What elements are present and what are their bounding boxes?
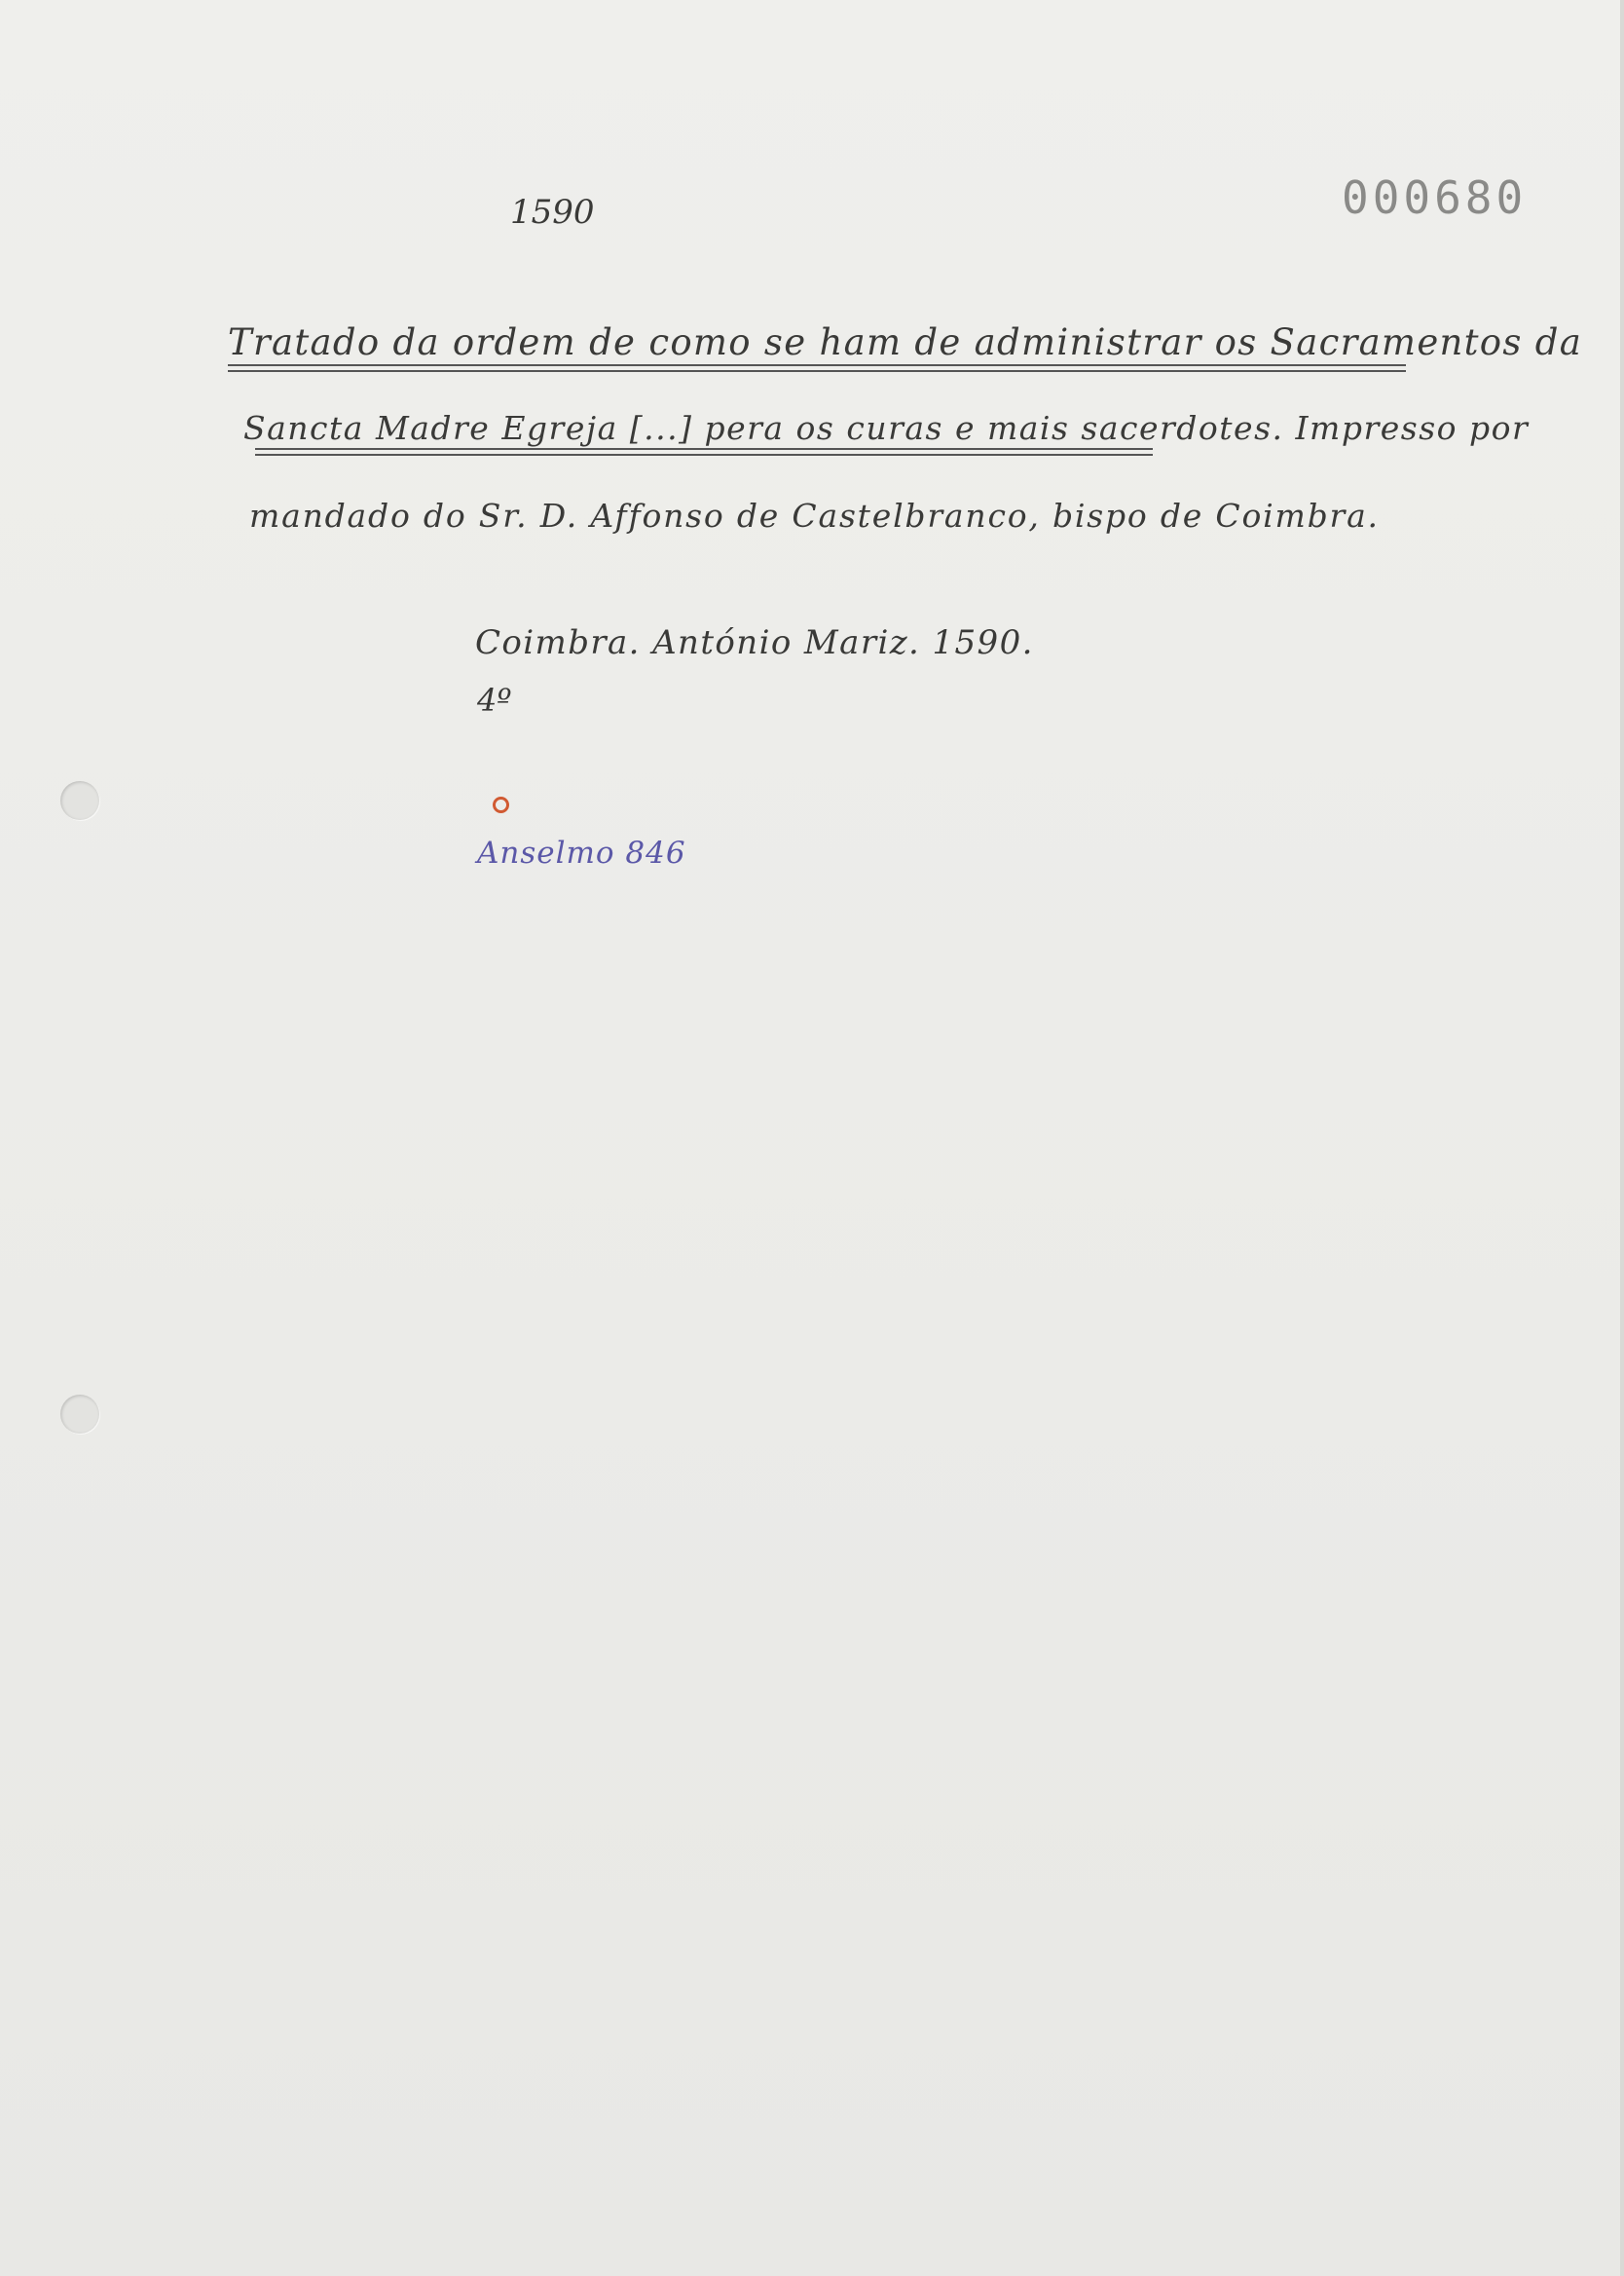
- punch-hole-top: [60, 781, 99, 820]
- title-line-2: Sancta Madre Egreja [...] pera os curas e mais sacerdotes. Impresso por: [243, 409, 1530, 447]
- title-underline-2b: [255, 454, 1153, 456]
- title-underline-1a: [228, 364, 1406, 366]
- imprint-line: Coimbra. António Mariz. 1590.: [475, 623, 1034, 662]
- title-underline-1b: [228, 370, 1406, 372]
- format-label: 4º: [477, 682, 512, 719]
- punch-hole-bottom: [60, 1395, 99, 1434]
- red-circle-mark: [493, 797, 509, 813]
- title-line-3: mandado do Sr. D. Affonso de Castelbranco, bispo de Coimbra.: [249, 497, 1380, 535]
- paper-edge: [1620, 0, 1624, 2276]
- year-label: 1590: [510, 193, 595, 232]
- stamp-number: 000680: [1342, 171, 1528, 224]
- title-line-1: Tratado da ordem de como se ham de administrar os Sacramentos da: [228, 321, 1583, 363]
- reference-label: Anselmo 846: [477, 836, 686, 871]
- title-underline-2a: [255, 448, 1153, 450]
